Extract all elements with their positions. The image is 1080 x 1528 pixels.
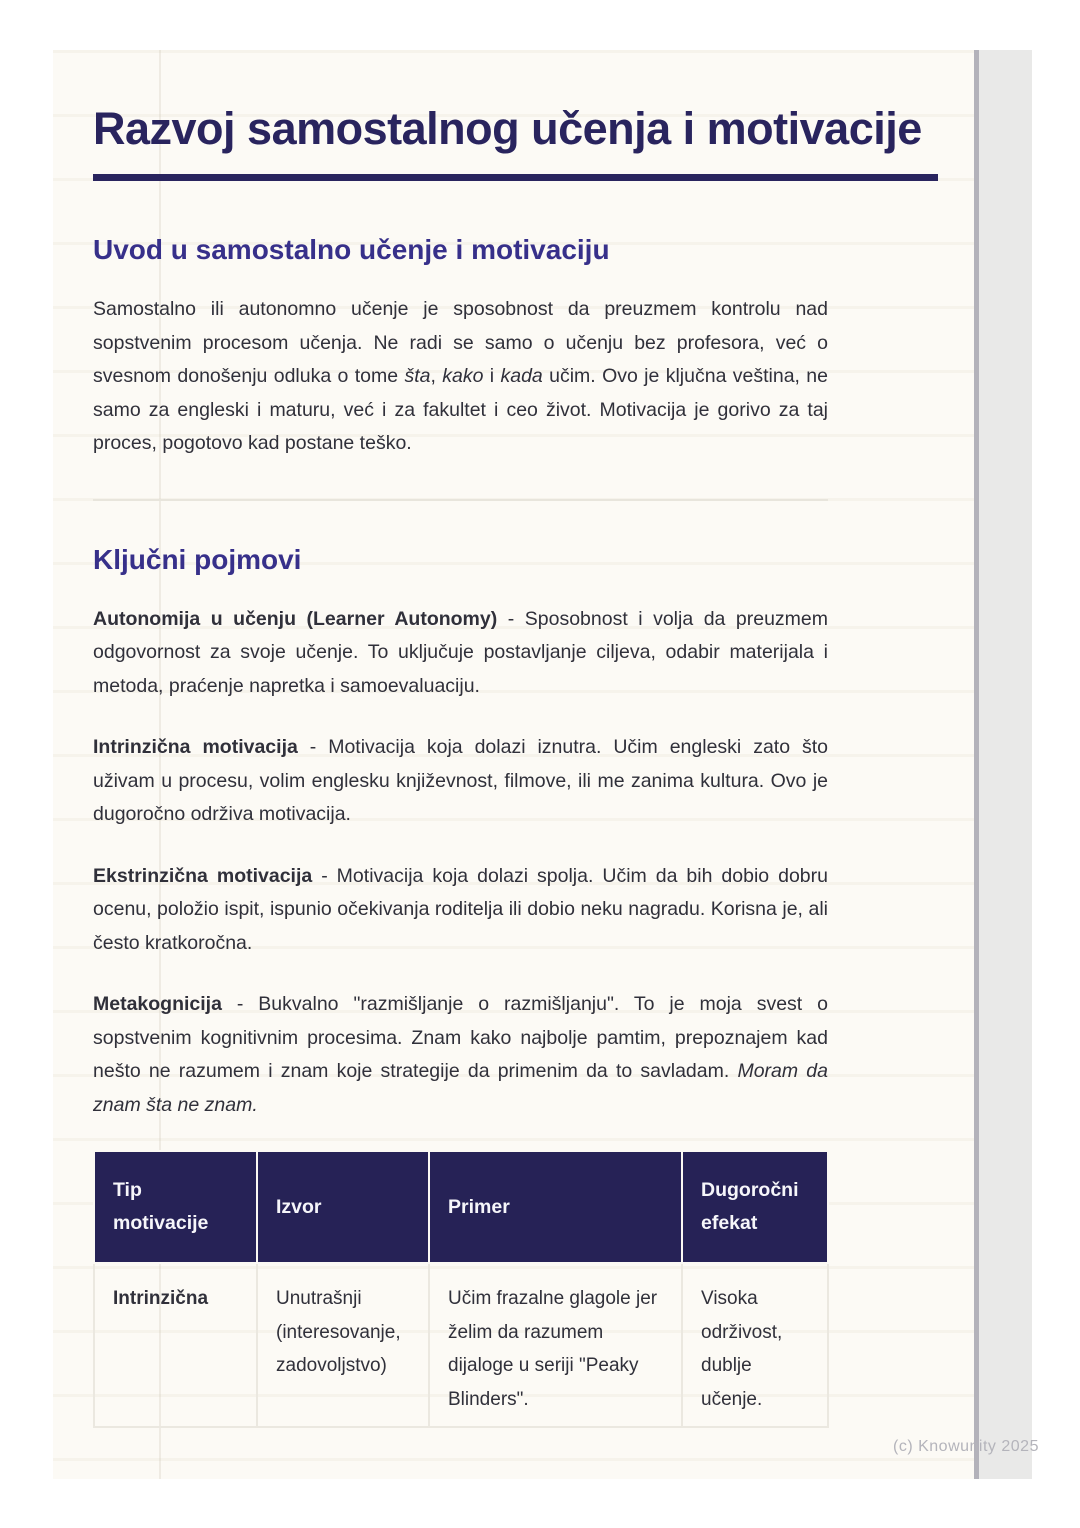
table-cell-effect: Visoka održivost, dublje učenje. [682,1263,828,1427]
table-header-row [94,1151,828,1263]
intro-paragraph: Samostalno ili autonomno učenje je sposobnost da preuzmem kontrolu nad sopstvenim procesom učenja. Ne radi se samo o učenju bez profesora, već o svesnom donošenju odluka o tome šta, kako i kada učim. Ovo je ključna veština, ne samo za engleski i maturu, već i za fakultet i ceo život. Motivacija je gorivo za taj proces, pogotovo kad postane teško. [93,298,828,454]
document-title: Razvoj samostalnog učenja i motivacije [93,103,922,154]
table-header-primer: Primer [429,1151,682,1263]
term-paragraph-extrinsic: Ekstrinzična motivacija - Motivacija koja dolazi spolja. Učim da bih dobio dobru ocenu, položio ispit, ispunio očekivanja roditelja ili dobio neku nagradu. Korisna je, ali često kratkoročna. [93,864,828,954]
title-underline-rule [93,174,938,181]
copyright-watermark: (c) Knowunity 2025 [893,1438,1039,1455]
table-header-izvor: Izvor [257,1151,429,1263]
table-cell-example: Učim frazalne glagole jer želim da razumem dijaloge u seriji "Peaky Blinders". [429,1263,682,1427]
table-cell-source: Unutrašnji (interesovanje, zadovoljstvo) [257,1263,429,1427]
section-heading-key-terms: Ključni pojmovi [93,543,302,575]
table-header-tip-motivacije: Tip motivacije [94,1151,257,1263]
term-paragraph-autonomy: Autonomija u učenju (Learner Autonomy) - Sposobnost i volja da preuzmem odgovornost za svoje učenje. To uključuje postavljanje ciljeva, odabir materijala i metoda, praćenje napretka i samoevaluaciju. [93,607,829,697]
term-paragraph-metacognition: Metakognicija - Bukvalno "razmišljanje o razmišljanju". To je moja svest o sopstvenim kognitivnim procesima. Znam kako najbolje pamtim, prepoznajem kad nešto ne razumem i znam koje strategije da primenim da to savladam. Moram da znam šta ne znam. [93,993,828,1116]
document-page [53,50,979,1479]
page-edge-shadow [979,50,1032,1479]
table-cell-type: Intrinzična [94,1263,257,1427]
motivation-table [93,1150,829,1428]
document-content [93,50,938,1428]
table-header-dugorocni-efekat: Dugoročni efekat [682,1151,828,1263]
section-divider [93,499,828,501]
term-paragraph-intrinsic: Intrinzična motivacija - Motivacija koja dolazi iznutra. Učim engleski zato što uživam u procesu, volim englesku književnost, filmove, ili me zanima kultura. Ovo je dugoročno održiva motivacija. [93,736,829,825]
table-row [94,1263,828,1427]
section-heading-intro: Uvod u samostalno učenje i motivaciju [93,234,610,265]
